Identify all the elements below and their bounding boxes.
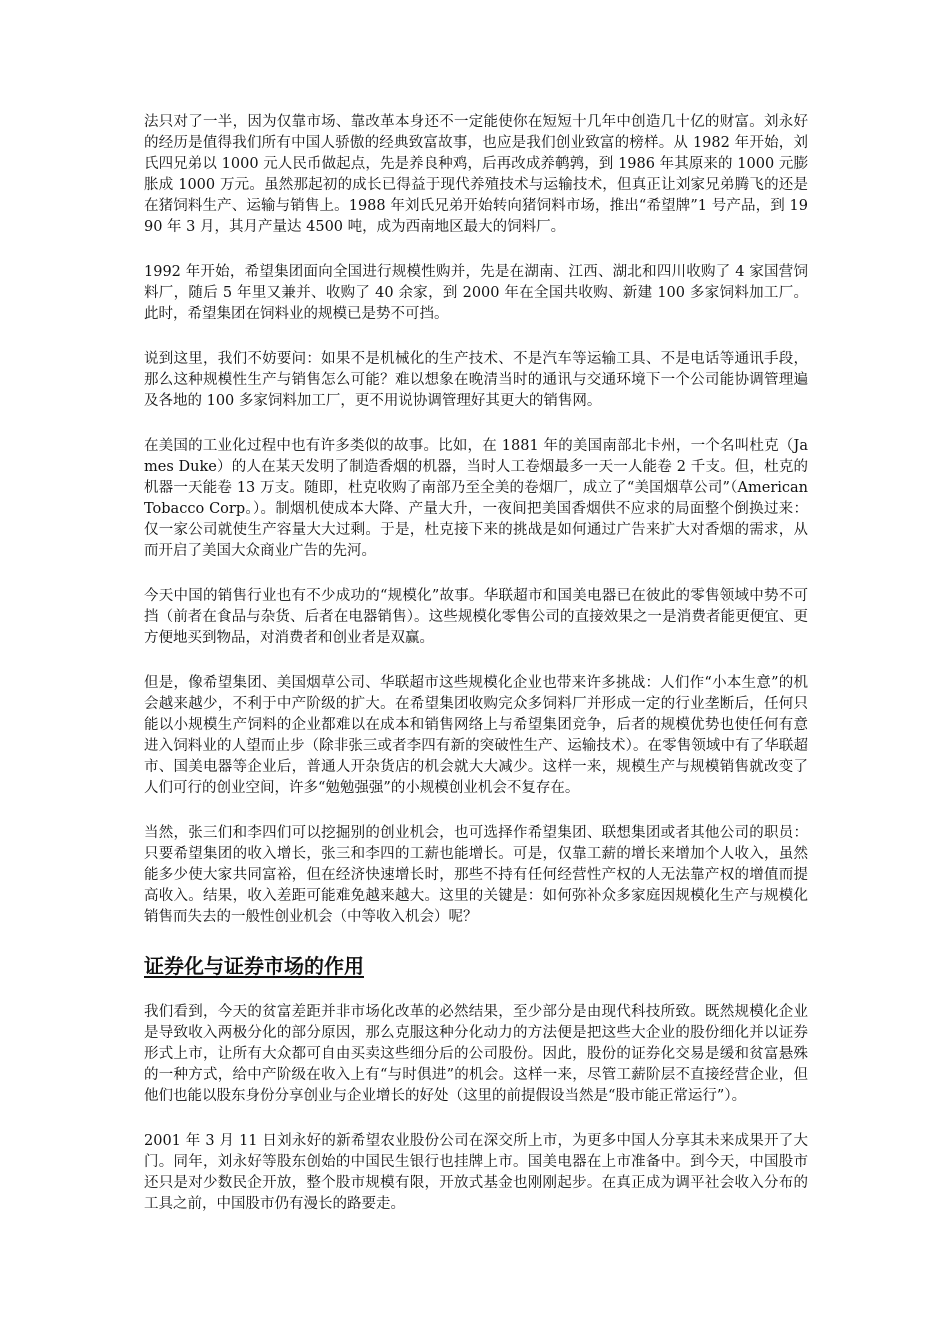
paragraph-american-tobacco: 在美国的工业化过程中也有许多类似的故事。比如，在 1881 年的美国南部北卡州，一个名叫杜克（James Duke）的人在某天发明了制造香烟的机器，当时人工卷烟最多一天一人能卷 2 千支。但，杜克的机器一天能卷 13 万支。随即，杜克收购了南部乃至全美的卷烟厂，成立了“美国烟草公司”（American Tobacco Corp。）。制烟机使成本大降、产量大升，一夜间把美国香烟供不应求的局面整个倒换过来：仅一家公司就使生产容量大大过剩。于是，杜克接下来的挑战是如何通过广告来扩大对香烟的需求，从而开启了美国大众商业广告的先河。 xyxy=(144,438,808,559)
paragraph-stock-listing: 2001 年 3 月 11 日刘永好的新希望农业股份公司在深交所上市，为更多中国人分享其未来成果开了大门。同年，刘永好等股东创始的中国民生银行也挂牌上市。国美电器在上市准备中。到今天，中国股市还只是对少数民企开放，整个股市规模有限，开放式基金也刚刚起步。在真正成为调平社会收入分布的工具之前，中国股市仍有漫长的路要走。 xyxy=(144,1133,808,1212)
section-heading: 证券化与证券市场的作用 xyxy=(144,954,364,978)
paragraph-retail-scale: 今天中国的销售行业也有不少成功的“规模化”故事。华联超市和国美电器已在彼此的零售领域中势不可挡（前者在食品与杂货、后者在电器销售）。这些规模化零售公司的直接效果之一是消费者能更便宜、更方便地买到物品，对消费者和创业者是双赢。 xyxy=(144,588,808,646)
paragraph-scale-challenges: 但是，像希望集团、美国烟草公司、华联超市这些规模化企业也带来许多挑战：人们作“小本生意”的机会越来越少，不利于中产阶级的扩大。在希望集团收购完众多饲料厂并形成一定的行业垄断后，任何只能以小规模生产饲料的企业都难以在成本和销售网络上与希望集团竞争，后者的规模优势也使任何有意进入饲料业的人望而止步（除非张三或者李四有新的突破性生产、运输技术）。在零售领域中有了华联超市、国美电器等企业后，普通人开杂货店的机会就大大减少。这样一来，规模生产与规模销售就改变了人们可行的创业空间，许多“勉勉强强”的小规模创业机会不复存在。 xyxy=(144,675,808,796)
paragraph-income-gap: 当然，张三们和李四们可以挖掘别的创业机会，也可选择作希望集团、联想集团或者其他公司的职员：只要希望集团的收入增长，张三和李四的工薪也能增长。可是，仅靠工薪的增长来增加个人收入，虽然能多少使大家共同富裕，但在经济快速增长时，那些不持有任何经营性产权的人无法靠产权的增值而提高收入。结果，收入差距可能难免越来越大。这里的关键是：如何弥补众多家庭因规模化生产与规模化销售而失去的一般性创业机会（中等收入机会）呢？ xyxy=(144,825,808,925)
paragraph-technology-question: 说到这里，我们不妨要问：如果不是机械化的生产技术、不是汽车等运输工具、不是电话等通讯手段，那么这种规模性生产与销售怎么可能？难以想象在晚清当时的通讯与交通环境下一个公司能协调管理遍及各地的 100 多家饲料加工厂，更不用说协调管理好其更大的销售网。 xyxy=(144,351,808,409)
paragraph-hope-group-acquisitions: 1992 年开始，希望集团面向全国进行规模性购并，先是在湖南、江西、湖北和四川收购了 4 家国营饲料厂，随后 5 年里又兼并、收购了 40 余家，到 2000 年在全国共收购、新建 100 多家饲料加工厂。此时，希望集团在饲料业的规模已是势不可挡。 xyxy=(144,264,808,322)
document-page xyxy=(144,112,808,1239)
paragraph-securitization: 我们看到，今天的贫富差距并非市场化改革的必然结果，至少部分是由现代科技所致。既然规模化企业是导致收入两极分化的部分原因，那么克服这种分化动力的方法便是把这些大企业的股份细化并以证券形式上市，让所有大众都可自由买卖这些细分后的公司股份。因此，股份的证券化交易是缓和贫富悬殊的一种方式，给中产阶级在收入上有“与时俱进”的机会。这样一来，尽管工薪阶层不直接经营企业，但他们也能以股东身份分享创业与企业增长的好处（这里的前提假设当然是“股市能正常运行”）。 xyxy=(144,1004,808,1104)
paragraph-liu-yonghao-story: 法只对了一半，因为仅靠市场、靠改革本身还不一定能使你在短短十几年中创造几十亿的财富。刘永好的经历是值得我们所有中国人骄傲的经典致富故事，也应是我们创业致富的榜样。从 1982 年开始，刘氏四兄弟以 1000 元人民币做起点，先是养良种鸡，后再改成养鹌鹑，到 1986 年其原来的 1000 元膨胀成 1000 万元。虽然那起初的成长已得益于现代养殖技术与运输技术，但真正让刘家兄弟腾飞的还是在猪饲料生产、运输与销售上。1988 年刘氏兄弟开始转向猪饲料市场，推出“希望牌”1 号产品，到 1990 年 3 月，其月产量达 4500 吨，成为西南地区最大的饲料厂。 xyxy=(144,114,808,235)
